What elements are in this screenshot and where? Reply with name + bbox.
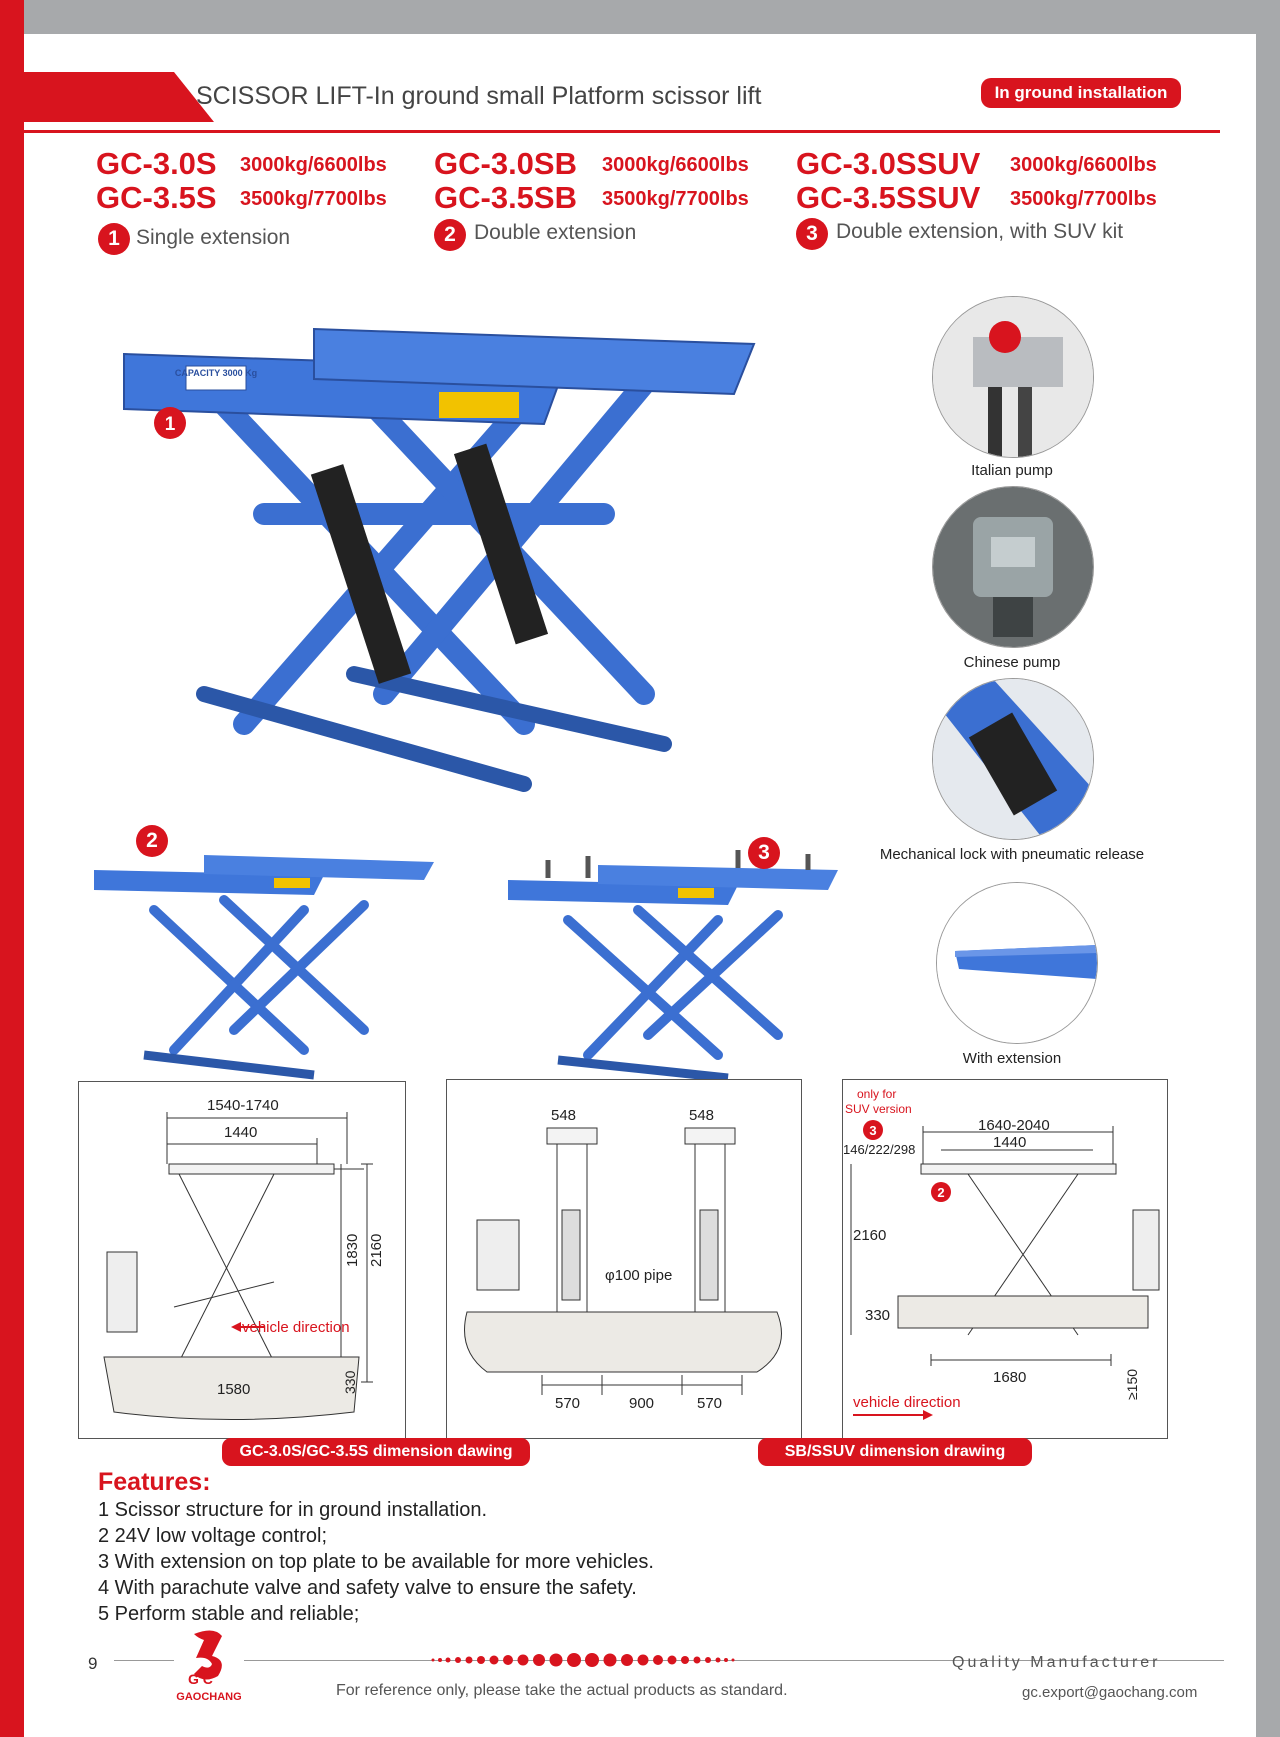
scissor-lift-photo-suv	[508, 850, 848, 1090]
model-capacity: 3000kg/6600lbs	[240, 154, 387, 176]
model-capacity: 3000kg/6600lbs	[602, 154, 749, 176]
drawing3-note-1: only for	[857, 1087, 897, 1101]
detail-label: Mechanical lock with pneumatic release	[879, 846, 1145, 863]
drawing2-dim-3: 570	[697, 1395, 723, 1412]
model-number-badge: 2	[434, 219, 466, 251]
model-extension-type: Double extension	[474, 221, 637, 244]
drawing3-marker-2: 2	[937, 1185, 945, 1200]
model-name: GC-3.0SB	[434, 146, 577, 181]
page-title: SCISSOR LIFT-In ground small Platform scissor lift	[196, 82, 762, 110]
mechanical-lock-photo	[932, 678, 1094, 840]
header-rule	[24, 130, 1220, 133]
drawing2-right-width: 548	[689, 1107, 715, 1124]
drawing2-dim-2: 900	[629, 1395, 655, 1412]
model-number-badge: 1	[98, 223, 130, 255]
photo-marker-3: 3	[748, 837, 780, 869]
model-name: GC-3.0SSUV	[796, 146, 981, 181]
drawing2-dim-1: 570	[555, 1395, 581, 1412]
model-name: GC-3.0S	[96, 146, 217, 181]
dimension-drawing-suv	[842, 1079, 1168, 1439]
model-name: GC-3.5S	[96, 180, 217, 215]
drawing3-pad-heights: 146/222/298	[843, 1142, 916, 1157]
drawing1-width-range: 1540-1740	[207, 1097, 279, 1114]
drawing3-width-range: 1640-2040	[978, 1117, 1050, 1134]
drawing1-width: 1440	[224, 1124, 258, 1141]
model-name: GC-3.5SSUV	[796, 180, 981, 215]
drawing1-height-2: 2160	[368, 1233, 385, 1267]
dimension-label-single: GC-3.0S/GC-3.5S dimension dawing	[222, 1438, 530, 1466]
model-extension-type: Double extension, with SUV kit	[836, 220, 1124, 243]
model-number-badge: 3	[796, 218, 828, 250]
drawing3-depth: 330	[865, 1307, 891, 1324]
feature-item: 1 Scissor structure for in ground installation.	[98, 1499, 488, 1521]
footer-slogan: Quality Manufacturer	[952, 1654, 1161, 1671]
detail-label: Italian pump	[971, 462, 1053, 479]
drawing3-marker-3: 3	[869, 1123, 877, 1138]
feature-item: 5 Perform stable and reliable;	[98, 1603, 360, 1625]
model-capacity: 3500kg/7700lbs	[1010, 188, 1157, 210]
svg-text:1: 1	[164, 414, 176, 435]
detail-label: With extension	[962, 1050, 1062, 1067]
italian-pump-photo	[932, 296, 1094, 458]
extension-photo	[936, 882, 1098, 1044]
model-capacity: 3000kg/6600lbs	[1010, 154, 1157, 176]
footer-disclaimer: For reference only, please take the actual products as standard.	[336, 1682, 788, 1699]
features-title: Features:	[98, 1468, 211, 1496]
drawing3-note-2: SUV version	[845, 1102, 912, 1116]
drawing1-base: 1580	[217, 1381, 251, 1398]
capacity-sticker-text: CAPACITY 3000 Kg	[174, 368, 258, 378]
feature-item: 4 With parachute valve and safety valve to ensure the safety.	[98, 1577, 637, 1599]
drawing2-pipe: φ100 pipe	[605, 1267, 673, 1284]
chinese-pump-photo	[932, 486, 1094, 648]
feature-item: 3 With extension on top plate to be available for more vehicles.	[98, 1551, 654, 1573]
model-name: GC-3.5SB	[434, 180, 577, 215]
drawing3-width: 1440	[993, 1134, 1027, 1151]
scissor-lift-photo-double	[94, 850, 434, 1090]
dimension-drawing-double	[446, 1079, 802, 1439]
footer-email[interactable]: gc.export@gaochang.com	[1022, 1684, 1198, 1701]
detail-label: Chinese pump	[963, 654, 1061, 671]
drawing3-height: 2160	[853, 1227, 887, 1244]
catalog-page	[24, 34, 1256, 1737]
drawing3-base: 1680	[993, 1369, 1027, 1386]
drawing1-direction: vehicle direction	[242, 1319, 350, 1336]
page-number: 9	[88, 1654, 98, 1673]
gaochang-logo	[174, 1626, 244, 1706]
drawing1-depth: 330	[342, 1370, 358, 1394]
model-extension-type: Single extension	[136, 226, 291, 249]
dimension-label-suv: SB/SSUV dimension drawing	[758, 1438, 1032, 1466]
photo-marker-2: 2	[136, 825, 168, 857]
dimension-drawing-single	[78, 1081, 406, 1439]
feature-item: 2 24V low voltage control;	[98, 1525, 328, 1547]
installation-badge: In ground installation	[981, 78, 1181, 108]
svg-text:GAOCHANG: GAOCHANG	[176, 1691, 242, 1703]
model-capacity: 3500kg/7700lbs	[602, 188, 749, 210]
drawing3-pit-depth: ≥150	[1124, 1368, 1140, 1400]
drawing3-direction: vehicle direction	[853, 1394, 961, 1411]
drawing1-height-1: 1830	[344, 1233, 361, 1267]
footer-dots-decoration	[428, 1650, 748, 1670]
left-accent-bar	[0, 0, 24, 1737]
header-red-tab	[24, 72, 214, 122]
drawing2-left-width: 548	[551, 1107, 577, 1124]
scissor-lift-photo-single	[84, 314, 784, 874]
svg-text:G C: G C	[188, 1671, 213, 1687]
model-capacity: 3500kg/7700lbs	[240, 188, 387, 210]
